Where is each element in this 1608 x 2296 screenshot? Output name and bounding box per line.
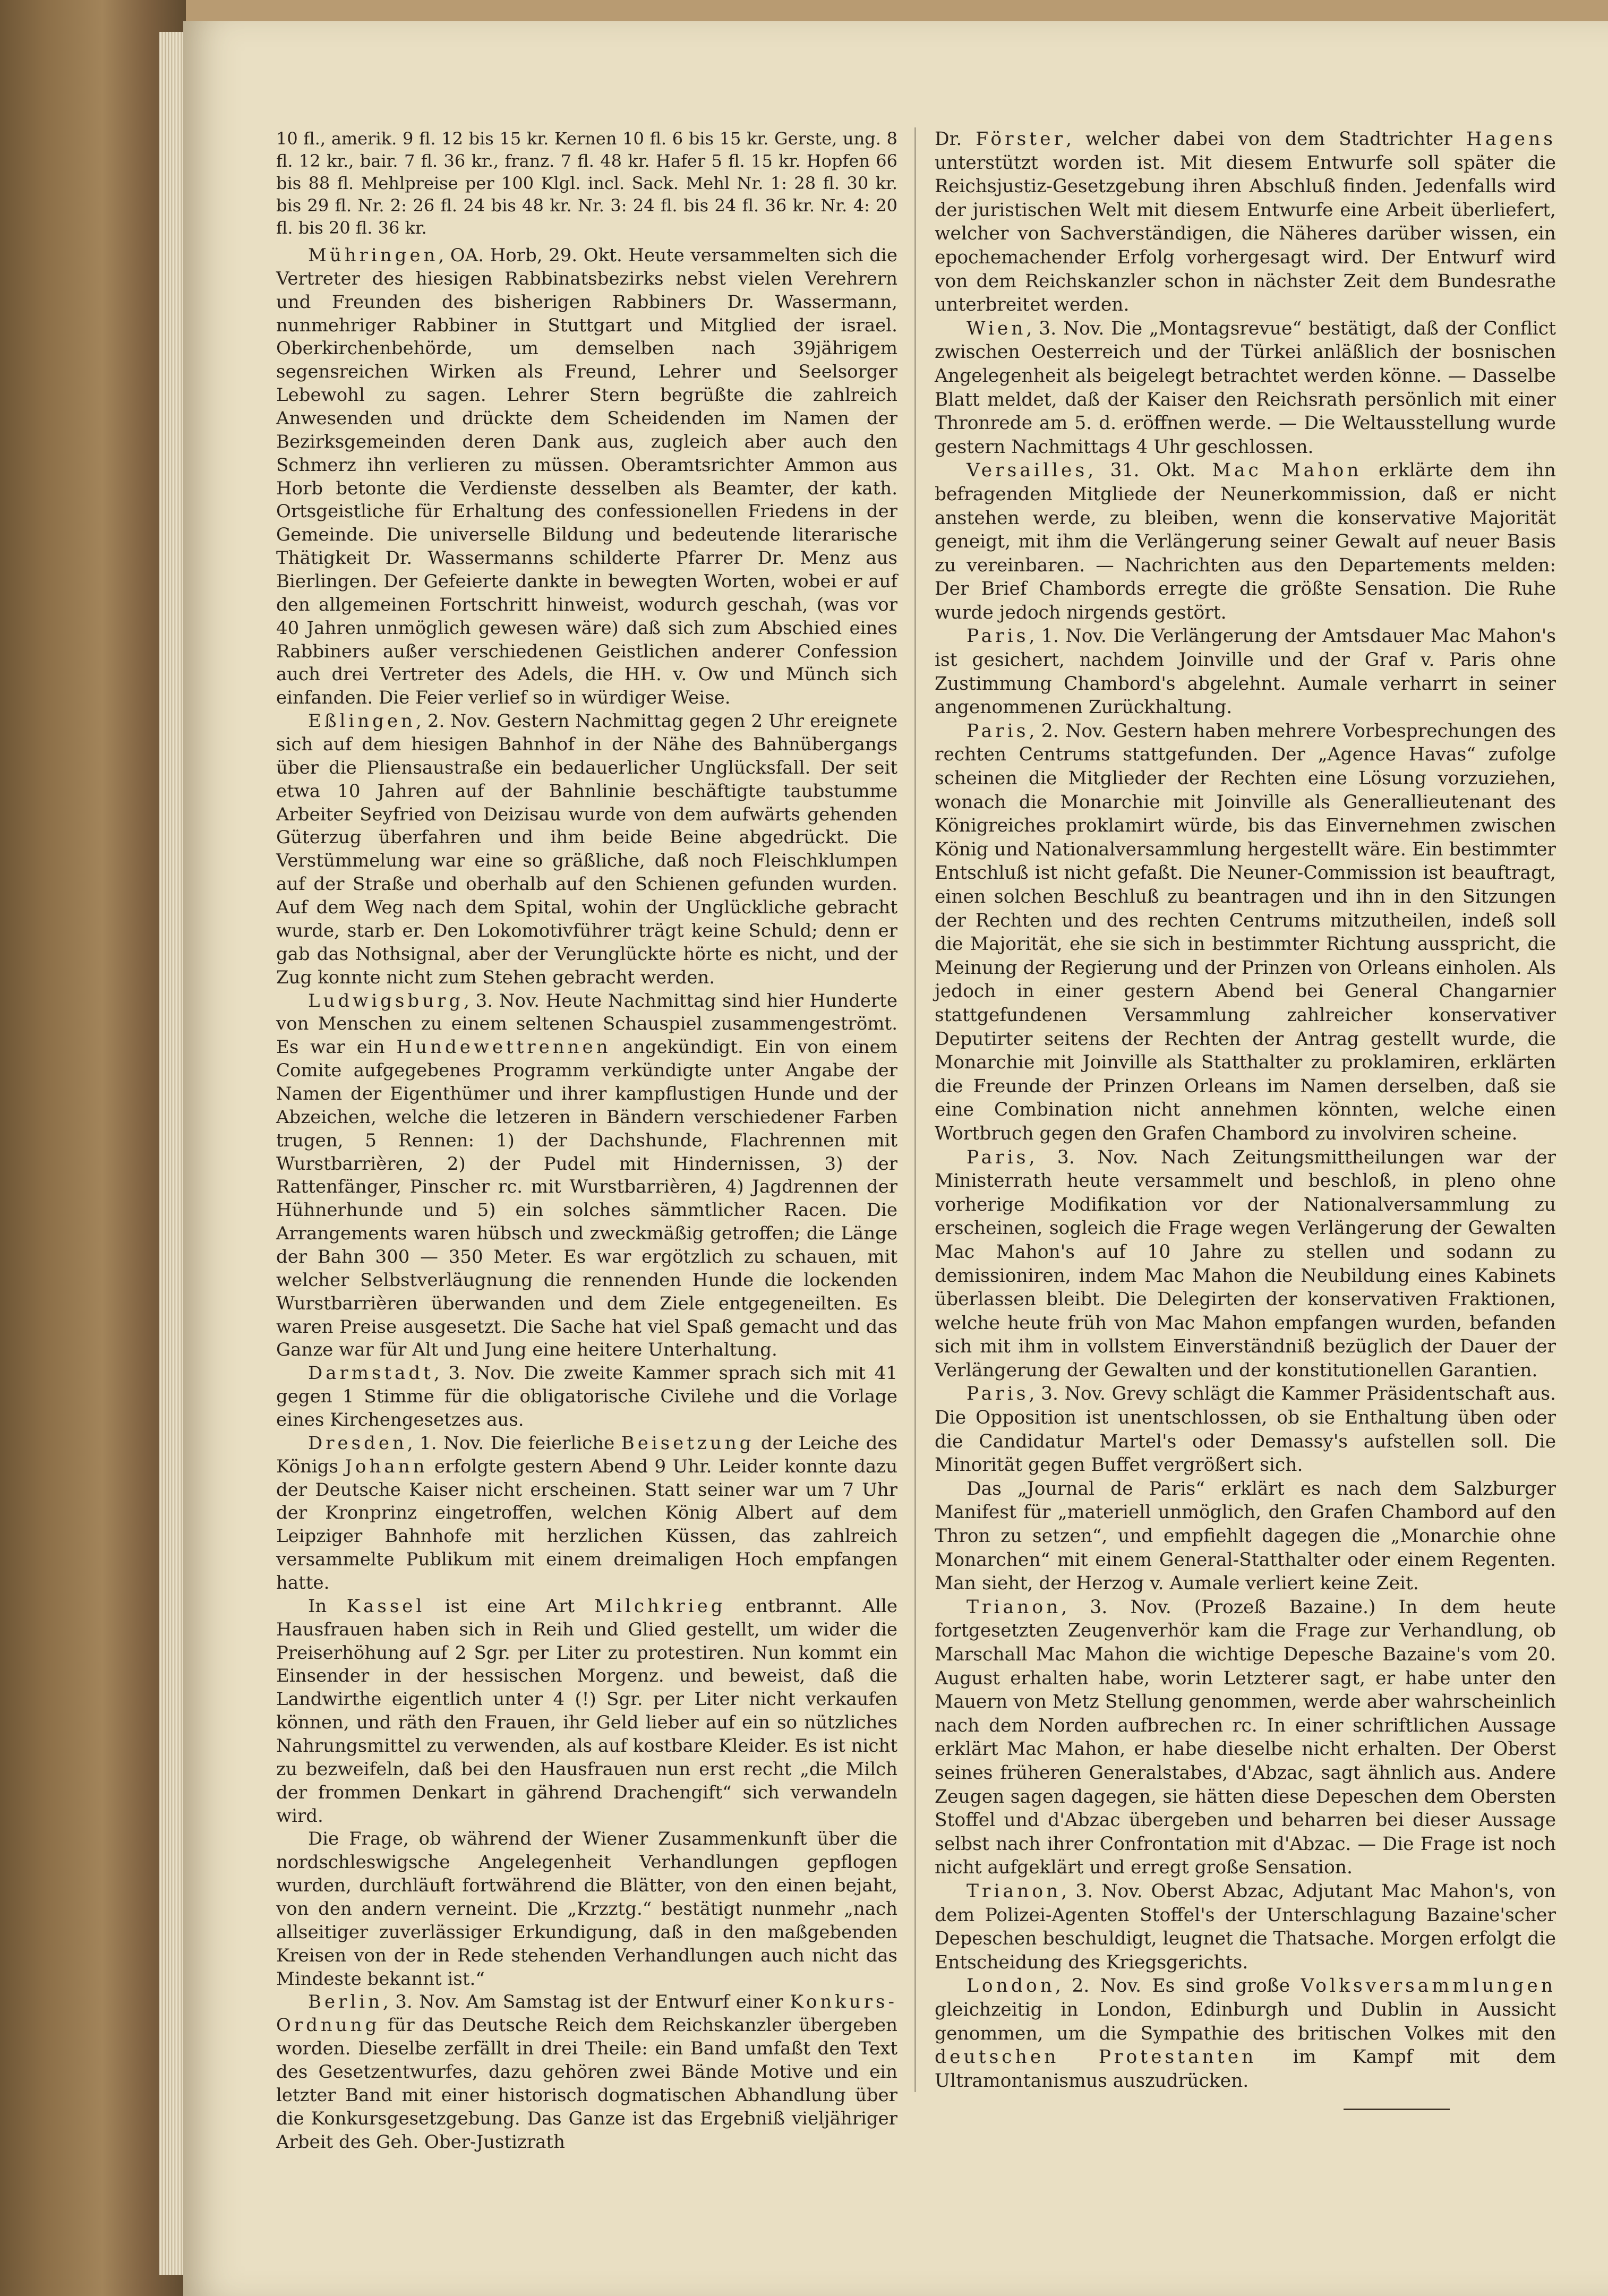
- left-column: [276, 127, 897, 2154]
- article-muehringen: [276, 244, 897, 710]
- article-body: , 2. Nov. Es sind große: [1055, 1975, 1301, 1997]
- article-body: , 1. Nov. Die Verlängerung der Amtsdauer Mac Mahon's ist gesichert, nachdem Joinville und der Graf v. Paris ohne Zustimmung Chambord's abgelehnt. Aumale verharrt in seiner angenommenen Zurückhaltung.: [935, 626, 1556, 718]
- article-body: erklärte dem ihn befragenden Mitgliede der Neunerkommission, daß er nicht anstehen werde, zu bleiben, wenn die konservative Majorität geneigt, mit ihm die Verlängerung seiner Gewalt auf neuer Basis zu vereinbaren. — Nachrichten aus den Departements melden: Der Brief Chambords erregte die größte Sensation. Die Ruhe wurde jedoch nirgends gestört.: [935, 460, 1556, 623]
- book-spine: [0, 0, 186, 2296]
- dateline: Mühringen: [308, 245, 439, 266]
- dateline: Paris: [966, 626, 1029, 647]
- column-divider: [914, 127, 916, 2092]
- article-journal-de-paris: Das „Journal de Paris“ erklärt es nach dem Salzburger Manifest für „materiell unmöglich, den Grafen Chambord auf den Thron zu setzen“, und empfiehlt dagegen die „Monarchie ohne Monarchen“ mit einem General-Statthalter oder einem Regenten. Man sieht, der Herzog v. Aumale verliert keine Zeit.: [935, 1478, 1556, 1595]
- article-kassel: [276, 1595, 897, 1828]
- dateline: Versailles: [966, 460, 1088, 482]
- dateline: Trianon: [966, 1880, 1062, 1902]
- dateline: Ludwigsburg: [308, 990, 464, 1012]
- right-column: [935, 127, 1556, 2093]
- article-body: Dr.: [935, 128, 976, 150]
- article-esslingen: [276, 710, 897, 989]
- dateline: Paris: [966, 1383, 1029, 1405]
- article-wien: [935, 317, 1556, 459]
- emphasis: Konkurs-Ordnung: [276, 1991, 897, 2036]
- article-paris-3: [935, 1146, 1556, 1383]
- dateline: Berlin: [308, 1991, 383, 2013]
- article-berlin-continued: [935, 127, 1556, 317]
- article-london: [935, 1974, 1556, 2093]
- article-body: , 3. Nov. Die zweite Kammer sprach sich mit 41 gegen 1 Stimme für die obligatorische Civilehe und die Vorlage eines Kirchengesetzes aus.: [276, 1363, 897, 1430]
- emphasis: Milchkrieg: [594, 1595, 726, 1617]
- article-body: , 3. Nov. Nach Zeitungsmittheilungen war der Ministerrath heute versammelt und beschloß, in pleno ohne vorherige Modifikation vor der Nationalversammlung zu erscheinen, sogleich die Frage wegen Verlängerung der Gewalten Mac Mahon's auf 10 Jahre zu stellen und sodann zu demissioniren, indem Mac Mahon die Neubildung eines Kabinets überlassen bleibt. Die Delegirten der konservativen Fraktionen, welche heute früh von Mac Mahon empfangen wurden, befanden sich mit ihm in vollstem Einverständniß bezüglich der Dauer der Verlängerung der Gewalten und der konstitutionellen Garantien.: [935, 1146, 1556, 1381]
- emphasis: Kassel: [346, 1595, 425, 1617]
- article-body: erfolgte gestern Abend 9 Uhr. Leider konnte dazu der Deutsche Kaiser nicht erscheinen. Statt seiner war um 7 Uhr der Kronprinz eingetroffen, welchen König Albert auf dem Leipziger Bahnhofe mit herzlichen Küssen, das zahlreich versammelte Publikum mit einem dreimaligen Hoch empfangen hatte.: [276, 1455, 898, 1594]
- article-body: für das Deutsche Reich dem Reichskanzler übergeben worden. Dieselbe zerfällt in drei Theile: ein Band umfaßt den Text des Gesetzentwurfes, dazu gehören zwei Bände Motive und ein letzter Band mit einer historisch dogmatischen Abhandlung über die Konkursgesetzgebung. Das Ganze ist das Ergebniß vieljähriger Arbeit des Geh. Ober-Justizrath: [276, 2015, 897, 2153]
- dateline: Dresden: [308, 1432, 407, 1454]
- emphasis: Johann: [345, 1455, 428, 1477]
- dateline: Eßlingen: [308, 710, 416, 732]
- emphasis: Förster: [976, 128, 1066, 150]
- dateline: Trianon: [966, 1596, 1062, 1618]
- emphasis: Volksversammlungen: [1301, 1975, 1556, 1997]
- article-darmstadt: [276, 1362, 897, 1432]
- dateline: Paris: [966, 720, 1029, 742]
- article-berlin: [276, 1991, 897, 2154]
- article-body: , 3. Nov. Oberst Abzac, Adjutant Mac Mahon's, von dem Polizei-Agenten Stoffel's der Unterschlagung Bazaine'scher Depeschen beschuldigt, leugnet die Thatsache. Morgen erfolgt die Entscheidung des Kriegsgerichts.: [935, 1880, 1556, 1973]
- article-body: gleichzeitig in London, Edinburgh und Dublin in Aussicht genommen, um die Sympathie des britischen Volkes mit den: [935, 1999, 1556, 2044]
- emphasis: Mac Mahon: [1212, 460, 1362, 482]
- article-versailles: [935, 459, 1556, 624]
- article-body: angekündigt. Ein von einem Comite aufgegebenes Programm verkündigte unter Angabe der Namen der Eigenthümer und ihrer kampflustigen Hunde und der Abzeichen, welche die letzeren in Bändern verschiedener Farben trugen, 5 Rennen: 1) der Dachshunde, Flachrennen mit Wurstbarrièren, 2) der Pudel mit Hindernissen, 3) der Rattenfänger, Pinscher rc. mit Wurstbarrièren, 4) Jagdrennen der Hühnerhunde und 5) ein solches sämmtlicher Racen. Die Arrangements waren hübsch und zweckmäßig getroffen; die Länge der Bahn 300 — 350 Meter. Es war ergötzlich zu schauen, mit welcher Selbstverläugnung die rennenden Hunde die lockenden Wurstbarrièren überwanden und dem Ziele entgegeneilten. Es waren Preise ausgesetzt. Die Sache hat viel Spaß gemacht und das Ganze war für Alt und Jung eine heitere Unterhaltung.: [276, 1036, 897, 1361]
- article-body: der Leiche des Königs: [276, 1432, 897, 1477]
- article-trianon-1: [935, 1596, 1556, 1880]
- article-body: , 31. Okt.: [1088, 460, 1212, 482]
- article-body: , 2. Nov. Gestern Nachmittag gegen 2 Uhr ereignete sich auf dem hiesigen Bahnhof in der Nähe des Bahnübergangs über die Pliensaustraße ein bedauerlicher Unglücksfall. Der seit etwa 10 Jahren auf der Bahnlinie beschäftigte taubstumme Arbeiter Seyfried von Deizisau wurde von dem aufwärts gehenden Güterzug überfahren und ihm beide Beine abgedrückt. Die Verstümmelung war eine so gräßliche, daß noch Fleischklumpen auf der Straße und oberhalb auf den Schienen gefunden wurden. Auf dem Weg nach dem Spital, wohin der Unglückliche gebracht wurde, starb er. Den Lokomotivführer trägt keine Schuld; denn er gab das Nothsignal, aber der Verunglückte hörte es nicht, und der Zug konnte nicht zum Stehen gebracht werden.: [276, 710, 897, 988]
- emphasis: Hagens: [1466, 128, 1556, 150]
- article-body: , 3. Nov. Heute Nachmittag sind hier Hunderte von Menschen zu einem seltenen Schauspiel zusammengeströmt. Es war ein: [276, 990, 897, 1058]
- article-body: , 1. Nov. Die feierliche: [407, 1432, 621, 1454]
- dateline: Paris: [966, 1146, 1029, 1168]
- article-body: , 3. Nov. Grevy schlägt die Kammer Präsidentschaft aus. Die Opposition ist unentschlossen, ob sie Enthaltung üben oder die Candidatur Martel's oder Demassy's aufstellen soll. Die Minorität gegen Buffet vergrößert sich.: [935, 1383, 1556, 1476]
- grain-prices: 10 fl., amerik. 9 fl. 12 bis 15 kr. Kernen 10 fl. 6 bis 15 kr. Gerste, ung. 8 fl. 12 kr., bair. 7 fl. 36 kr., franz. 7 fl. 48 kr. Hafer 5 fl. 15 kr. Hopfen 66 bis 88 fl. Mehlpreise per 100 Klgl. incl. Sack. Mehl Nr. 1: 28 fl. 30 kr. bis 29 fl. Nr. 2: 26 fl. 24 bis 48 kr. Nr. 3: 24 fl. bis 24 fl. 36 kr. Nr. 4: 20 fl. bis 20 fl. 36 kr.: [276, 128, 897, 238]
- article-body: , 3. Nov. Die „Montagsrevue“ bestätigt, daß der Conflict zwischen Oesterreich und der Türkei anläßlich der bosnischen Angelegenheit als beigelegt betrachtet werden könne. — Dasselbe Blatt meldet, daß der Kaiser den Reichsrath persönlich mit einer Thronrede am 5. d. eröffnen werde. — Die Weltausstellung wurde gestern Nachmittags 4 Uhr geschlossen.: [935, 318, 1556, 458]
- article-body: , 3. Nov. Am Samstag ist der Entwurf einer: [383, 1991, 790, 2013]
- article-paris-2: [935, 719, 1556, 1146]
- article-nordschleswig: Die Frage, ob während der Wiener Zusammenkunft über die nordschleswigsche Angelegenheit Verhandlungen gepflogen wurden, durchläuft fortwährend die Blätter, von den einen bejaht, von den andern verneint. Die „Krzztg.“ bestätigt nunmehr „nach allseitiger zuverlässiger Erkundigung, daß in den maßgebenden Kreisen von der in Rede stehenden Verhandlungen auch nicht das Mindeste bekannt ist.“: [276, 1828, 897, 1990]
- emphasis: Beisetzung: [621, 1432, 755, 1454]
- article-body: entbrannt. Alle Hausfrauen haben sich in Reih und Glied gestellt, um wider die Preiserhöhung auf 2 Sgr. per Liter zu protestiren. Nun kommt ein Einsender in der hessischen Morgenz. und beweist, daß die Landwirthe eigentlich unter 4 (!) Sgr. per Liter nicht verkaufen können, und räth den Frauen, ihr Geld lieber auf ein so nützliches Nahrungsmittel zu verwenden, als auf kostbare Kleider. Es ist nicht zu bezweifeln, daß bei den Hausfrauen nun erst recht „die Milch der frommen Denkart in gährend Drachengift“ sich verwandeln wird.: [276, 1595, 897, 1827]
- article-body: In: [308, 1595, 347, 1617]
- emphasis: deutschen Protestanten: [935, 2046, 1257, 2068]
- end-rule: [1344, 2109, 1450, 2110]
- article-body: im Kampf mit dem Ultramontanismus auszudrücken.: [935, 2046, 1556, 2092]
- article-body: , 2. Nov. Gestern haben mehrere Vorbesprechungen des rechten Centrums stattgefunden. Der „Agence Havas“ zufolge scheinen die Mitglieder der Rechten eine Lösung vorzuziehen, wonach die Monarchie mit Joinville als Generallieutenant des Königreiches proklamirt würde, bis das Einvernehmen zwischen König und Nationalversammlung hergestellt wäre. Ein bestimmter Entschluß ist nicht gefaßt. Die Neuner-Commission ist beauftragt, einen solchen Beschluß zu beantragen und ihn in den Sitzungen der Rechten und des rechten Centrums mitzutheilen, indeß soll die Majorität, ehe sie sich in bestimmter Richtung ausspricht, die Meinung der Regierung und der Prinzen von Orleans einholen. Als jedoch in einer gestern Abend bei General Changarnier stattgefundenen Versammlung zahlreicher konservativer Deputirter seitens der Rechten der Antrag gestellt wurde, die Monarchie mit Joinville als Statthalter zu proklamiren, erklärten die Freunde der Prinzen Orleans im Namen derselben, daß sie eine Combination nicht annehmen könnten, welche einen Wortbruch gegen den Grafen Chambord zu involviren scheine.: [935, 720, 1556, 1144]
- article-body: , 3. Nov. (Prozeß Bazaine.) In dem heute fortgesetzten Zeugenverhör kam die Frage zur Verhandlung, ob Marschall Mac Mahon die wichtige Depesche Bazaine's vom 20. August erhalten habe, worin Letzterer sagt, er habe unter den Mauern von Metz Stellung genommen, werde aber wahrscheinlich nach dem Norden aufbrechen rc. In einer schriftlichen Aussage erklärt Mac Mahon, er habe dieselbe nicht erhalten. Der Oberst seines früheren Generalstabes, d'Abzac, sagt ähnlich aus. Andere Zeugen sagen dagegen, sie hätten diese Depeschen dem Obersten Stoffel und d'Abzac übergeben und beharren bei dieser Aussage selbst nach ihrer Confrontation mit d'Abzac. — Die Frage ist noch nicht aufgeklärt und erregt große Sensation.: [935, 1596, 1556, 1879]
- article-paris-4: [935, 1382, 1556, 1477]
- article-trianon-2: [935, 1880, 1556, 1974]
- article-body: ist eine Art: [425, 1595, 595, 1617]
- article-paris-1: [935, 624, 1556, 719]
- dateline: London: [966, 1975, 1055, 1997]
- dateline: Darmstadt: [308, 1363, 434, 1384]
- newspaper-page: [183, 21, 1608, 2296]
- article-body: , OA. Horb, 29. Okt. Heute versammelten sich die Vertreter des hiesigen Rabbinatsbezirks nebst vielen Verehrern und Freunden des bisherigen Rabbiners Dr. Wassermann, nunmehriger Rabbiner in Stuttgart und Mitglied der israel. Oberkirchenbehörde, um demselben nach 39jährigem segensreichen Wirken als Freund, Lehrer und Seelsorger Lebewohl zu sagen. Lehrer Stern begrüßte die zahlreich Anwesenden und drückte dem Scheidenden im Namen der Bezirksgemeinden deren Dank aus, zugleich aber auch den Schmerz ihn verlieren zu müssen. Oberamtsrichter Ammon aus Horb betonte die Verdienste desselben als Beamter, der kath. Ortsgeistliche für Erhaltung des confessionellen Friedens in der Gemeinde. Die universelle Bildung und bedeutende literarische Thätigkeit Dr. Wassermanns schilderte Pfarrer Dr. Menz aus Bierlingen. Der Gefeierte dankte in bewegten Worten, wobei er auf den allgemeinen Fortschritt hinweist, wodurch geschah, (was vor 40 Jahren unmöglich gewesen wäre) daß sich zum Abschied eines Rabbiners außer verschiedenen Geistlichen anderer Confession auch drei Vertreter des Adels, die HH. v. Ow und Münch sich einfanden. Die Feier verlief so in würdiger Weise.: [276, 245, 897, 709]
- article-body: unterstützt worden ist. Mit diesem Entwurfe soll später die Reichsjustiz-Gesetzgebung ihren Abschluß finden. Jedenfalls wird der juristischen Welt mit diesem Entwurfe eine Arbeit überliefert, welcher von Sachverständigen, die Näheres darüber wissen, ein epochemachender Erfolg vorhergesagt wird. Der Entwurf wird von dem Reichskanzler schon in nächster Zeit dem Bundesrathe unterbreitet werden.: [935, 152, 1556, 316]
- article-ludwigsburg: [276, 990, 897, 1363]
- article-body: , welcher dabei von dem Stadtrichter: [1066, 128, 1466, 150]
- emphasis: Hundewettrennen: [396, 1036, 611, 1058]
- article-dresden: [276, 1432, 897, 1595]
- dateline: Wien: [966, 318, 1027, 339]
